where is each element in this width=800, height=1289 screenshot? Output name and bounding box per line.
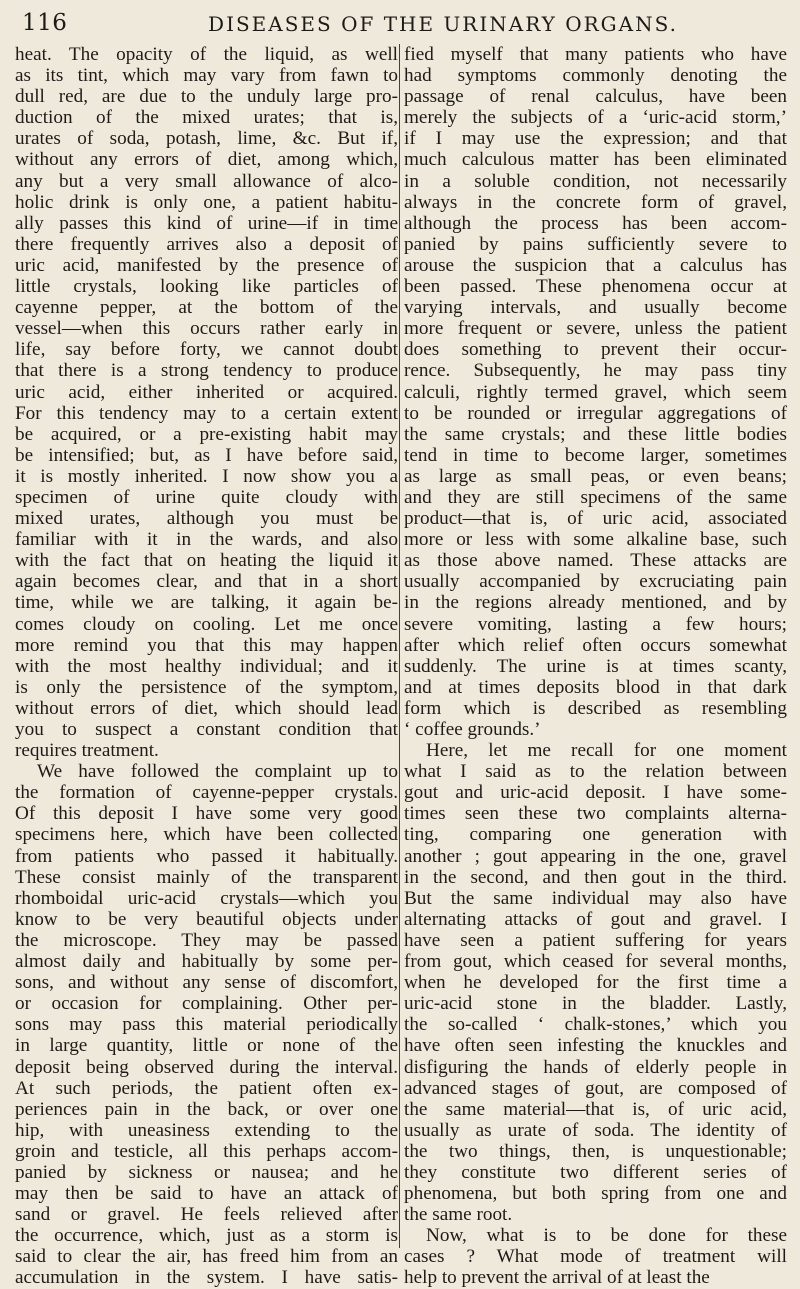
text-line: from patients who passed it habitually.	[15, 845, 398, 867]
text-line: gout and uric-acid deposit. I have some-	[404, 782, 787, 804]
text-line: times seen these two complaints alterna-	[404, 803, 787, 825]
text-line: form which is described as resembling	[404, 697, 787, 719]
text-line: panied by pains sufficiently severe to	[404, 233, 787, 255]
text-line: We have followed the complaint up to	[37, 761, 398, 783]
text-line: tend in time to become larger, sometimes	[404, 444, 787, 466]
text-line: as its tint, which may vary from fawn to	[15, 65, 398, 87]
text-line: For this tendency may to a certain extent	[15, 402, 398, 424]
text-line: with the fact that on heating the liquid it	[15, 550, 398, 572]
text-line: calculi, rightly termed gravel, which seem	[404, 381, 787, 403]
text-line: be acquired, or a pre-existing habit may	[15, 423, 398, 445]
text-line: the same material—that is, of uric acid,	[404, 1098, 787, 1120]
text-line: as large as small peas, or even beans;	[404, 465, 787, 487]
text-line: with the most healthy individual; and it	[15, 655, 398, 677]
text-line: to be rounded or irregular aggregations of	[404, 402, 787, 424]
text-line: fied myself that many patients who have	[404, 44, 787, 65]
text-line: sons may pass this material periodically	[15, 1014, 398, 1036]
text-line: any but a very small allowance of alco-	[15, 170, 398, 192]
text-line: have seen a patient suffering for years	[404, 929, 787, 951]
text-line: ting, comparing one generation with	[404, 824, 787, 846]
text-line: much calculous matter has been eliminated	[404, 149, 787, 171]
text-line: familiar with it in the wards, and also	[15, 529, 398, 551]
text-line: rence. Subsequently, he may pass tiny	[404, 360, 787, 382]
text-line: uric acid, manifested by the presence of	[15, 254, 398, 276]
text-line: varying intervals, and usually become	[404, 297, 787, 319]
text-line: product—that is, of uric acid, associated	[404, 508, 787, 530]
text-line: in the regions already mentioned, and by	[404, 592, 787, 614]
text-line: arouse the suspicion that a calculus has	[404, 254, 787, 276]
text-line: or occasion for complaining. Other per-	[15, 993, 398, 1015]
text-line: the microscope. They may be passed	[15, 929, 398, 951]
text-line: more frequent or severe, unless the patient	[404, 318, 787, 340]
text-line: without errors of diet, which should lead	[15, 697, 398, 719]
text-line: vessel—when this occurs rather early in	[15, 318, 398, 340]
text-line: when he developed for the first time a	[404, 972, 787, 994]
text-line: there frequently arrives also a deposit of	[15, 233, 398, 255]
text-line: in the second, and then gout in the third.	[404, 866, 787, 888]
text-line: uric acid, either inherited or acquired.	[15, 381, 398, 403]
text-line: life, say before forty, we cannot doubt	[15, 339, 398, 361]
text-line: requires treatment.	[15, 740, 159, 762]
text-line: that there is a strong tendency to produce	[15, 360, 398, 382]
text-line: urates of soda, potash, lime, &c. But if,	[15, 128, 398, 150]
text-line: deposit being observed during the interval.	[15, 1056, 398, 1078]
text-line: passage of renal calculus, have been	[404, 86, 787, 108]
text-line: usually as urate of soda. The identity of	[404, 1119, 787, 1141]
text-line: little crystals, looking like particles of	[15, 276, 398, 298]
text-line: phenomena, but both spring from one and	[404, 1183, 787, 1205]
text-line: cayenne pepper, at the bottom of the	[15, 297, 398, 319]
text-line: the formation of cayenne-pepper crystals.	[15, 782, 398, 804]
text-line: heat. The opacity of the liquid, as well	[15, 44, 398, 65]
text-line: may then be said to have an attack of	[15, 1183, 398, 1205]
text-line: more or less with some alkaline base, such	[404, 529, 787, 551]
text-line: more remind you that this may happen	[15, 634, 398, 656]
text-line: specimens here, which have been collected	[15, 824, 398, 846]
text-line: help to prevent the arrival of at least the	[404, 1267, 710, 1289]
text-line: Of this deposit I have some very good	[15, 803, 398, 825]
text-line: At such periods, the patient often ex-	[15, 1077, 398, 1099]
text-line: be intensified; but, as I have before said,	[15, 444, 398, 466]
text-line: periences pain in the back, or over one	[15, 1098, 398, 1120]
text-line: groin and testicle, all this perhaps accom-	[15, 1140, 398, 1162]
text-line: These consist mainly of the transparent	[15, 866, 398, 888]
text-line: hip, with uneasiness extending to the	[15, 1119, 398, 1141]
text-line: and at times deposits blood in that dark	[404, 676, 787, 698]
text-line: sons, and without any sense of discomfort,	[15, 972, 398, 994]
text-line: know to be very beautiful objects under	[15, 908, 398, 930]
text-line: does something to prevent their occur-	[404, 339, 787, 361]
text-line: it is mostly inherited. I now show you a	[15, 465, 398, 487]
text-line: Here, let me recall for one moment	[426, 740, 787, 762]
text-line: another ; gout appearing in the one, gravel	[404, 845, 787, 867]
text-line: mixed urates, although you must be	[15, 508, 398, 530]
text-line: in large quantity, little or none of the	[15, 1035, 398, 1057]
text-line: advanced stages of gout, are composed of	[404, 1077, 787, 1099]
text-line: dull red, are due to the unduly large pro-	[15, 86, 398, 108]
text-line: although the process has been accom-	[404, 212, 787, 234]
text-line: in a soluble condition, not necessarily	[404, 170, 787, 192]
text-line: always in the concrete form of gravel,	[404, 191, 787, 213]
text-line: panied by sickness or nausea; and he	[15, 1161, 398, 1183]
text-line: time, while we are talking, it again be-	[15, 592, 398, 614]
text-line: the same crystals; and these little bodies	[404, 423, 787, 445]
text-line: you to suspect a constant condition that	[15, 719, 398, 740]
page-number: 116	[22, 10, 68, 36]
page-header	[18, 4, 786, 38]
running-head: DISEASES OF THE URINARY ORGANS.	[208, 12, 678, 36]
text-line: But the same individual may also have	[404, 887, 787, 909]
text-line: the two things, then, is unquestionable;	[404, 1140, 787, 1162]
text-line: if I may use the expression; and that	[404, 128, 787, 150]
text-line: disfiguring the hands of elderly people in	[404, 1056, 787, 1078]
text-line: specimen of urine quite cloudy with	[15, 486, 398, 508]
text-line: they constitute two different series of	[404, 1161, 787, 1183]
text-line: severe vomiting, lasting a few hours;	[404, 613, 787, 635]
text-line: almost daily and habitually by some per-	[15, 951, 398, 973]
text-line: been passed. These phenomena occur at	[404, 276, 787, 298]
text-line: usually accompanied by excruciating pain	[404, 571, 787, 593]
column-divider	[399, 44, 400, 1248]
text-line: had symptoms commonly denoting the	[404, 65, 787, 87]
text-line: Now, what is to be done for these	[426, 1225, 787, 1247]
text-line: after which relief often occurs somewhat	[404, 634, 787, 656]
right-text-column	[404, 44, 787, 1289]
text-line: rhomboidal uric-acid crystals—which you	[15, 887, 398, 909]
text-line: ‘ coffee grounds.’	[404, 719, 541, 740]
text-line: sand or gravel. He feels relieved after	[15, 1204, 398, 1226]
text-line: suddenly. The urine is at times scanty,	[404, 655, 787, 677]
text-line: holic drink is only one, a patient habitu-	[15, 191, 398, 213]
text-line: is only the persistence of the symptom,	[15, 676, 398, 698]
text-line: ally passes this kind of urine—if in time	[15, 212, 398, 234]
text-line: merely the subjects of a ‘uric-acid storm,’	[404, 107, 787, 129]
text-line: uric-acid stone in the bladder. Lastly,	[404, 993, 787, 1015]
text-line: and they are still specimens of the same	[404, 486, 787, 508]
text-line: the same root.	[404, 1204, 513, 1226]
text-line: said to clear the air, has freed him from an	[15, 1246, 398, 1268]
text-line: what I said as to the relation between	[404, 761, 787, 783]
text-line: have often seen infesting the knuckles and	[404, 1035, 787, 1057]
text-line: cases ? What mode of treatment will	[404, 1246, 787, 1268]
text-line: accumulation in the system. I have satis-	[15, 1267, 398, 1289]
text-line: without any errors of diet, among which,	[15, 149, 398, 171]
text-line: duction of the mixed urates; that is,	[15, 107, 398, 129]
text-line: as those above named. These attacks are	[404, 550, 787, 572]
text-line: the occurrence, which, just as a storm is	[15, 1225, 398, 1247]
text-line: comes cloudy on cooling. Let me once	[15, 613, 398, 635]
left-text-column	[15, 44, 398, 1289]
text-line: from gout, which ceased for several months,	[404, 951, 787, 973]
text-line: alternating attacks of gout and gravel. I	[404, 908, 787, 930]
text-line: the so-called ‘ chalk-stones,’ which you	[404, 1014, 787, 1036]
text-line: again becomes clear, and that in a short	[15, 571, 398, 593]
